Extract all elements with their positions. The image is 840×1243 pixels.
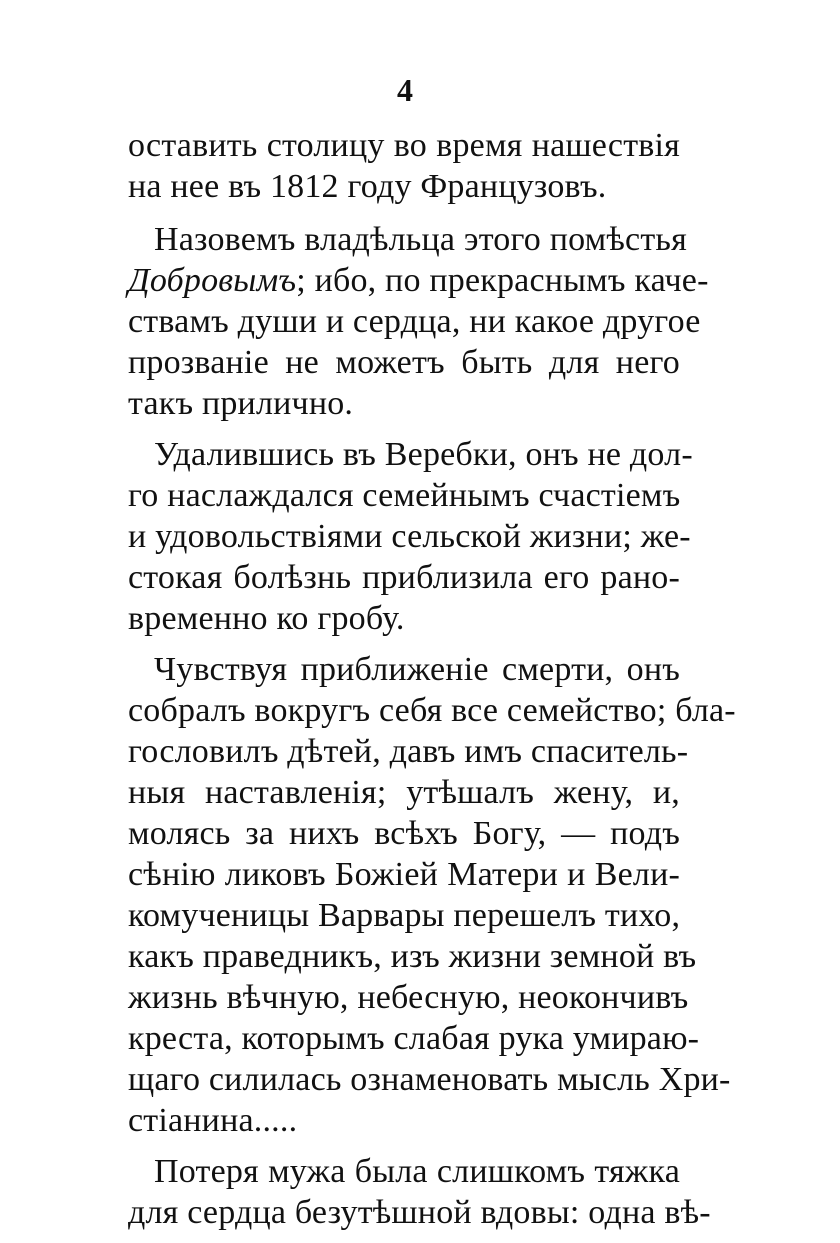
paragraph-3: [128, 434, 693, 639]
text-line: Назовемъ владѣльца этого помѣстья: [154, 221, 687, 258]
text-line: Удалившись въ Веребки, онъ не дол-: [154, 436, 693, 473]
text-line: сѣнію ликовъ Божіей Матери и Вели-: [128, 856, 680, 893]
paragraph-2: [128, 219, 709, 424]
body-text: [128, 125, 736, 1243]
text-line: Чувствуя приближеніе смерти, онъ: [154, 651, 680, 688]
text-line: Потеря мужа была слишкомъ тяжка: [154, 1153, 680, 1190]
text-line: на нее въ 1812 году Французовъ.: [128, 168, 607, 205]
text-line: Добровымъ; ибо, по прекраснымъ каче-: [128, 262, 709, 299]
text-line: оставить столицу во время нашествія: [128, 127, 680, 164]
text-line: молясь за нихъ всѣхъ Богу, — подъ: [128, 815, 680, 852]
text-line: го наслаждался семейнымъ счастіемъ: [128, 477, 681, 514]
text-line: комученицы Варвары перешелъ тихо,: [128, 897, 681, 934]
text-line: собралъ вокругъ себя все семейство; бла-: [128, 692, 736, 729]
page-number: 4: [397, 72, 413, 108]
paragraph-1: [128, 125, 680, 207]
text-line: ныя наставленія; утѣшалъ жену, и,: [128, 774, 680, 811]
paragraph-4: [128, 649, 736, 1141]
text-line: временно ко гробу.: [128, 600, 405, 637]
text-line: ствамъ души и сердца, ни какое другое: [128, 303, 701, 340]
text-line: стокая болѣзнь приблизила его рано-: [128, 559, 680, 596]
text-line: стіанина.....: [128, 1102, 298, 1139]
text-line: прозваніе не можетъ быть для него: [128, 344, 680, 381]
emphasized-name: Добровымъ: [128, 262, 297, 299]
text-line: для сердца безутѣшной вдовы: одна вѣ-: [128, 1194, 711, 1231]
text-line: креста, которымъ слабая рука умираю-: [128, 1020, 700, 1057]
text-line: и удовольствіями сельской жизни; же-: [128, 518, 691, 555]
text-line: жизнь вѣчную, небесную, неокончивъ: [128, 979, 689, 1016]
text-line: щаго силилась ознаменовать мысль Хри-: [128, 1061, 731, 1098]
text-line: какъ праведникъ, изъ жизни земной въ: [128, 938, 697, 975]
text-line: гословилъ дѣтей, давъ имъ спаситель-: [128, 733, 689, 770]
text-line: такъ прилично.: [128, 385, 354, 422]
paragraph-5: [128, 1151, 711, 1233]
